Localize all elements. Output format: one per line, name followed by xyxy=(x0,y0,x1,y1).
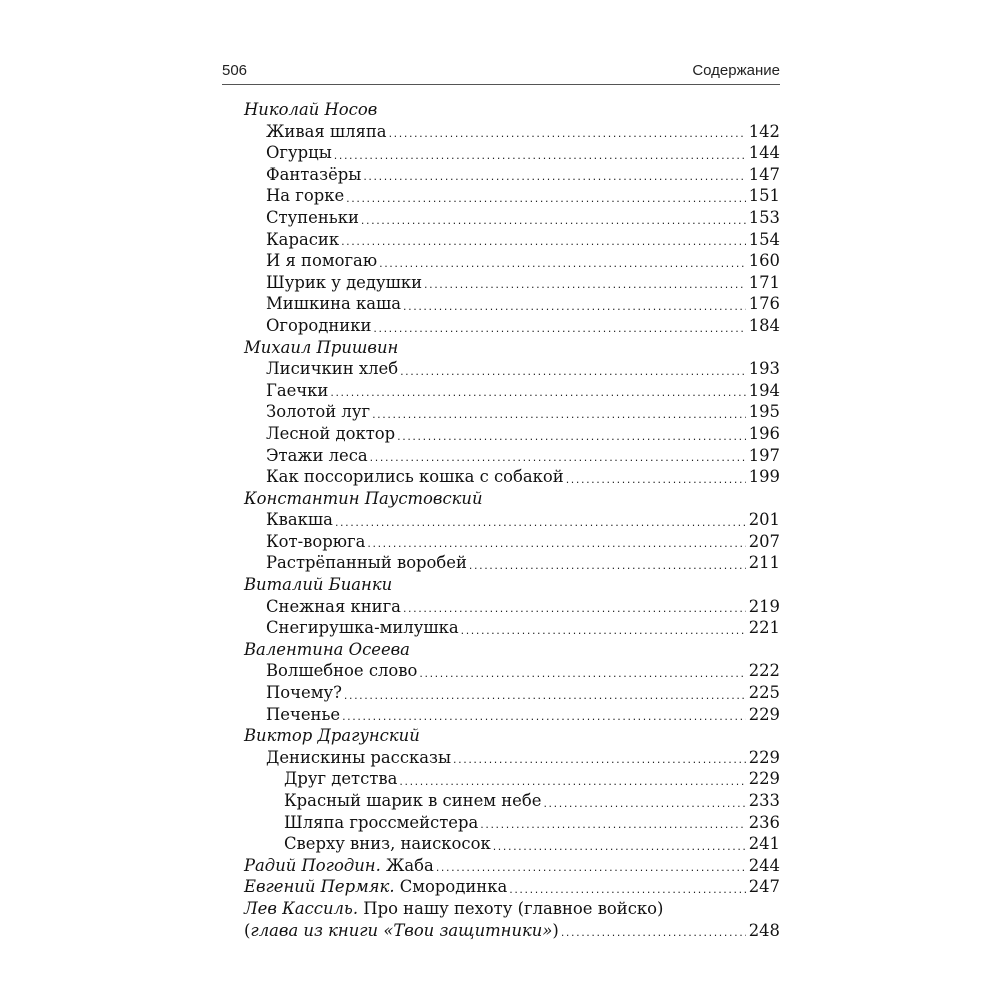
toc-entry xyxy=(244,531,780,553)
entry-title: Лесной доктор xyxy=(266,423,396,443)
toc-entry xyxy=(244,768,780,790)
entry-page-number: 225 xyxy=(748,683,780,703)
dot-leader xyxy=(543,790,746,812)
dot-leader xyxy=(403,293,746,315)
entry-title: Огурцы xyxy=(266,143,332,163)
author-name: Николай Носов xyxy=(244,100,378,119)
entry-title: Шурик у дедушки xyxy=(266,272,423,292)
entry-title xyxy=(244,855,434,877)
entry-page-number: 196 xyxy=(748,423,780,443)
entry-title: Как поссорились кошка с собакой xyxy=(266,467,564,487)
toc-entry xyxy=(244,250,780,272)
toc-entry xyxy=(244,272,780,294)
entry-title: Ступеньки xyxy=(266,207,359,227)
author-name: Михаил Пришвин xyxy=(244,337,399,357)
toc-entry xyxy=(244,920,780,942)
toc-entry xyxy=(244,380,780,402)
dot-leader xyxy=(561,920,746,942)
dot-leader xyxy=(334,142,746,164)
entry-page-number: 144 xyxy=(748,143,780,163)
dot-leader xyxy=(453,747,746,769)
dot-leader xyxy=(379,250,746,272)
toc-entry xyxy=(244,293,780,315)
toc-entry xyxy=(244,617,780,639)
toc-entry xyxy=(244,315,780,337)
dot-leader xyxy=(361,207,746,229)
toc-author-heading xyxy=(244,725,780,747)
entry-page-number: 248 xyxy=(748,920,780,940)
dot-leader xyxy=(370,445,746,467)
toc-entry xyxy=(244,812,780,834)
entry-title: Кот-ворюга xyxy=(266,531,366,551)
entry-title: Лисичкин хлеб xyxy=(266,359,399,379)
page-number: 506 xyxy=(222,62,248,79)
toc-entry xyxy=(244,682,780,704)
dot-leader xyxy=(424,272,746,294)
work-title: Жаба xyxy=(380,855,434,875)
entry-title: Огородники xyxy=(266,315,372,335)
entry-page-number: 142 xyxy=(748,121,780,141)
author-name: Валентина Осеева xyxy=(244,639,410,659)
section-title: Содержание xyxy=(692,62,780,79)
entry-page-number: 197 xyxy=(748,445,780,465)
entry-page-number: 247 xyxy=(748,877,780,897)
toc-entry xyxy=(244,164,780,186)
entry-title: Живая шляпа xyxy=(266,121,387,141)
entry-title: Этажи леса xyxy=(266,445,368,465)
entry-title: Растрёпанный воробей xyxy=(266,553,467,573)
dot-leader xyxy=(461,617,746,639)
dot-leader xyxy=(493,833,746,855)
dot-leader xyxy=(436,855,746,877)
toc-entry xyxy=(244,401,780,423)
entry-page-number: 229 xyxy=(748,704,780,724)
toc-entry xyxy=(244,466,780,488)
entry-title: Красный шарик в синем небе xyxy=(284,791,542,810)
author-name: Константин Паустовский xyxy=(244,488,483,508)
entry-page-number: 201 xyxy=(748,510,780,530)
dot-leader xyxy=(367,531,746,553)
entry-title xyxy=(244,920,559,942)
toc-entry xyxy=(244,229,780,251)
entry-title: На горке xyxy=(266,186,345,206)
entry-title xyxy=(244,876,507,898)
toc-entry xyxy=(244,790,780,812)
paren-open: ( xyxy=(244,920,251,940)
entry-page-number: 193 xyxy=(748,359,780,379)
toc-author-heading xyxy=(244,574,780,596)
dot-leader xyxy=(341,229,746,251)
entry-title: Друг детства xyxy=(284,769,398,789)
toc-entry xyxy=(244,833,780,855)
toc-author-heading xyxy=(244,488,780,510)
entry-page-number: 171 xyxy=(748,272,780,292)
toc-entry xyxy=(244,855,780,877)
toc-entry xyxy=(244,596,780,618)
dot-leader xyxy=(346,185,746,207)
entry-title: Квакша xyxy=(266,510,333,530)
entry-title: Шляпа гроссмейстера xyxy=(284,812,479,832)
toc-entry xyxy=(244,423,780,445)
page-header xyxy=(222,58,780,85)
entry-page-number: 241 xyxy=(748,834,780,854)
work-title: Про нашу пехоту (главное войско) xyxy=(358,898,664,918)
dot-leader xyxy=(389,121,746,143)
entry-title: Волшебное слово xyxy=(266,661,418,681)
dot-leader xyxy=(480,812,746,834)
entry-title: Денискины рассказы xyxy=(266,747,452,767)
dot-leader xyxy=(399,768,746,790)
toc-entry xyxy=(244,660,780,682)
entry-page-number: 244 xyxy=(748,855,780,875)
dot-leader xyxy=(397,423,746,445)
entry-page-number: 211 xyxy=(748,553,780,573)
table-of-contents xyxy=(244,99,780,941)
dot-leader xyxy=(509,876,746,898)
author-name: Виталий Бианки xyxy=(244,575,393,595)
entry-page-number: 199 xyxy=(748,467,780,487)
entry-page-number: 229 xyxy=(748,747,780,767)
entry-page-number: 195 xyxy=(748,402,780,422)
paren-close: ) xyxy=(552,920,559,940)
toc-entry xyxy=(244,704,780,726)
toc-author-heading xyxy=(244,337,780,359)
entry-page-number: 207 xyxy=(748,531,780,551)
toc-author-heading xyxy=(244,99,780,121)
dot-leader xyxy=(372,401,746,423)
work-title: Смородинка xyxy=(394,877,508,897)
toc-entry xyxy=(244,509,780,531)
dot-leader xyxy=(566,466,746,488)
toc-entry xyxy=(244,747,780,769)
entry-page-number: 219 xyxy=(748,596,780,616)
entry-page-number: 222 xyxy=(748,661,780,681)
entry-page-number: 229 xyxy=(748,769,780,789)
toc-entry xyxy=(244,142,780,164)
toc-entry xyxy=(244,898,780,920)
dot-leader xyxy=(469,552,746,574)
entry-title: И я помогаю xyxy=(266,251,378,271)
author-name: Радий Погодин. xyxy=(244,855,381,875)
entry-page-number: 184 xyxy=(748,315,780,335)
dot-leader xyxy=(344,682,746,704)
dot-leader xyxy=(363,164,746,186)
dot-leader xyxy=(330,380,746,402)
entry-title: Золотой луг xyxy=(266,402,371,422)
entry-title: Снежная книга xyxy=(266,596,401,616)
entry-title: Снегирушка-милушка xyxy=(266,618,459,638)
entry-title: Гаечки xyxy=(266,380,329,400)
dot-leader xyxy=(335,509,746,531)
source-note: глава из книги «Твои защитники» xyxy=(250,920,553,940)
author-name: Виктор Драгунский xyxy=(244,726,420,746)
dot-leader xyxy=(373,315,746,337)
toc-entry xyxy=(244,358,780,380)
toc-author-heading xyxy=(244,639,780,661)
entry-page-number: 236 xyxy=(748,812,780,832)
entry-page-number: 153 xyxy=(748,207,780,227)
entry-title: Мишкина каша xyxy=(266,294,402,314)
dot-leader xyxy=(400,358,746,380)
entry-title xyxy=(244,898,663,920)
toc-entry xyxy=(244,207,780,229)
entry-title: Карасик xyxy=(266,229,340,249)
entry-page-number: 154 xyxy=(748,229,780,249)
entry-title: Почему? xyxy=(266,683,342,703)
toc-entry xyxy=(244,185,780,207)
entry-page-number: 160 xyxy=(748,251,780,271)
entry-page-number: 147 xyxy=(748,164,780,184)
toc-entry xyxy=(244,876,780,898)
toc-entry xyxy=(244,552,780,574)
entry-page-number: 221 xyxy=(748,618,780,638)
toc-entry xyxy=(244,121,780,143)
entry-page-number: 233 xyxy=(748,791,780,810)
entry-title: Фантазёры xyxy=(266,164,362,184)
entry-page-number: 151 xyxy=(748,186,780,206)
entry-title: Сверху вниз, наискосок xyxy=(284,834,491,854)
author-name: Лев Кассиль. xyxy=(244,898,359,918)
entry-title: Печенье xyxy=(266,704,341,724)
dot-leader xyxy=(403,596,746,618)
entry-page-number: 194 xyxy=(748,380,780,400)
author-name: Евгений Пермяк. xyxy=(244,877,395,897)
dot-leader xyxy=(342,704,746,726)
toc-entry xyxy=(244,445,780,467)
entry-page-number: 176 xyxy=(748,294,780,314)
dot-leader xyxy=(419,660,746,682)
